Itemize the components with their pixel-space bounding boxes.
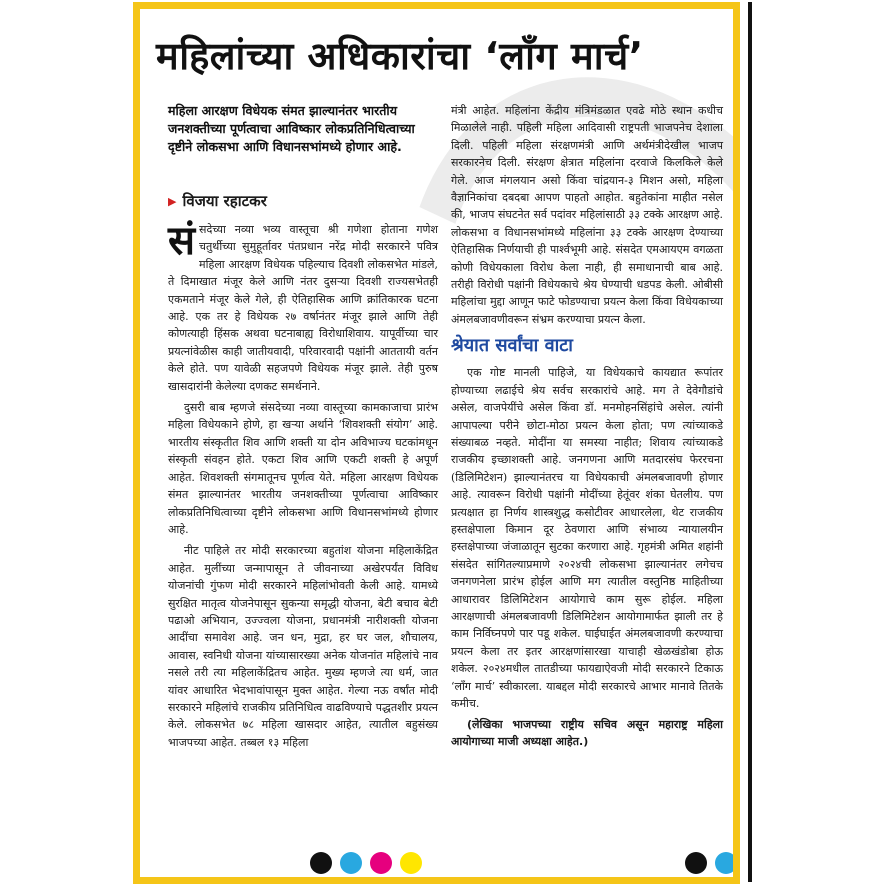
registration-dot-cyan-right (715, 852, 737, 874)
registration-dot-magenta (370, 852, 392, 874)
registration-dot-cyan (340, 852, 362, 874)
right-column (451, 102, 723, 754)
paragraph-2: दुसरी बाब म्हणजे संसदेच्या नव्या वास्तूच्या कामकाजाचा प्रारंभ महिला विधेयकाने होणे, हा खऱ्या अर्थाने ‘शिवशक्ती संयोग’ आहे. भारतीय संस्कृतीत शिव आणि शक्ती या दोन अविभाज्य घटकांमधून संस्कृती संवहन होते. एकटा शिव आणि एकटी शक्ती हे अपूर्ण आहेत. शिवशक्ती संगमातूनच पूर्णत्व येते. महिला आरक्षण विधेयक संमत झाल्यानंतर भारतीय जनशक्तीच्या पूर्णत्वाचा आविष्कार लोकप्रतिनिधित्वाच्या दृष्टीने लोकसभा आणि विधानसभांमध्ये होणार आहे. (168, 401, 438, 536)
paragraph-1 (168, 218, 438, 395)
article-frame (133, 2, 740, 884)
page-edge (748, 2, 752, 882)
registration-dot-yellow (400, 852, 422, 874)
byline (168, 191, 438, 212)
registration-dots-left (310, 852, 422, 874)
paragraph-3: नीट पाहिले तर मोदी सरकारच्या बहुतांश योजना महिलाकेंद्रित आहेत. मुलींच्या जन्मापासून ते जीवनाच्या अखेरपर्यंत विविध योजनांची गुंफण मोदी सरकारने महिलांभोवती केली आहे. यामध्ये सुरक्षित मातृत्व योजनेपासून सुकन्या समृद्धी योजना, बेटी बचाव बेटी पढाओ अभियान, उज्ज्वला योजना, प्रधानमंत्री नारीशक्ती योजना आदींचा समावेश आहे. जन धन, मुद्रा, हर घर जल, शौचालय, आवास, स्वनिधी योजना यांच्यासारख्या अनेक योजनांत महिलांचे नाव नसले तरी त्या महिलाकेंद्रितच आहेत. मुख्य म्हणजे त्या धर्म, जात यांवर आधारित भेदभावांपासून मुक्त आहेत. गेल्या नऊ वर्षांत मोदी सरकारने महिलांचे राजकीय प्रतिनिधित्व वाढविण्याचे पद्धतशीर प्रयत्न केले. लोकसभेत ७८ महिला खासदार आहेत, त्यातील बहुसंख्य भाजपच्या आहेत. तब्बल १३ महिला (168, 544, 438, 749)
article-content (140, 9, 733, 877)
registration-dot-black (310, 852, 332, 874)
paragraph-4: मंत्री आहेत. महिलांना केंद्रीय मंत्रिमंडळात एवढे मोठे स्थान कधीच मिळालेले नाही. पहिली महिला आदिवासी राष्ट्रपती भाजपनेच देशाला दिली. पहिली महिला संरक्षणमंत्री आणि अर्थमंत्रीदेखील भाजप सरकारनेच दिली. संरक्षण क्षेत्रात महिलांना दरवाजे किलकिले केले गेले. आज मंगलयान असो किंवा चांद्रयान-३ मिशन असो, महिला वैज्ञानिकांचा दबदबा आपण पाहतो आहोत. बहुतेकांना माहीत नसेल की, भाजप संघटनेत सर्व पदांवर महिलांसाठी ३३ टक्के आरक्षण आहे. लोकसभा व विधानसभांमध्ये महिलांना ३३ टक्के आरक्षण देण्याच्या ऐतिहासिक निर्णयाची ही पार्श्वभूमी आहे. संसदेत एमआयएम वगळता कोणी विधेयकाला विरोध केला नाही, ही समाधानाची बाब आहे. तरीही विरोधी पक्षांनी विधेयकाचे श्रेय घेण्याची धडपड केली. ओबीसी महिलांचा मुद्दा आणून फाटे फोडण्याचा प्रयत्न केला किंवा विधेयकाच्या अंमलबजावणीवरून संभ्रम करण्याचा प्रयत्न केला. (451, 104, 723, 326)
section-subhead: श्रेयात सर्वांचा वाटा (451, 335, 573, 357)
paragraph-5: एक गोष्ट मानली पाहिजे, या विधेयकाचे कायद्यात रूपांतर होण्याच्या लढाईचे श्रेय सर्वच सरकारांचे आहे. मग ते देवेगौडांचे असेल, वाजपेयींचे असेल किंवा डॉ. मनमोहनसिंहांचे असेल. त्यांनी आपापल्या परीने छोटा-मोठा प्रयत्न केला होता; पण त्यांच्याकडे संख्याबळ नव्हते. मोदींना या समस्या नाहीत; शिवाय त्यांच्याकडे राजकीय इच्छाशक्ती आहे. जनगणना आणि मतदारसंघ फेररचना (डिलिमिटेशन) झाल्यानंतरच या विधेयकाची अंमलबजावणी होणार आहे. त्यावरून विरोधी पक्षांनी मोदींच्या हेतूंवर शंका घेतलीय. पण प्रत्यक्षात हा निर्णय शास्त्रशुद्ध कसोटीवर आधारलेला, थेट राजकीय हस्तक्षेपाला किमान दूर ठेवणारा आणि संभाव्य न्यायालयीन हस्तक्षेपाच्या जंजाळातून सुटका करणारा आहे. गृहमंत्री अमित शहांनी संसदेत सांगितल्याप्रमाणे २०२४ची लोकसभा झाल्यानंतर लगेचच जनगणनेला प्रारंभ होईल आणि मग त्यातील वस्तुनिष्ठ माहितीच्या आधारावर डिलिमिटेशन आयोगाचे काम सुरू होईल. महिला आरक्षणाची अंमलबजावणी डिलिमिटेशन आयोगामार्फत झाली तर हे काम निर्विघ्नपणे पार पडू शकेल. घाईघाईत अंमलबजावणी करण्याचा प्रयत्न केला तर इतर आरक्षणांसारखा याचाही खेळखंडोबा होऊ शकेल. २०२४मधील तातडीच्या फायद्याऐवजी मोदी सरकारने टिकाऊ ‘लाँग मार्च’ स्वीकारला. याबद्दल मोदी सरकारचे आभार मानावे तितके कमीच. (451, 366, 723, 710)
headline: महिलांच्या अधिकारांचा ‘लाँग मार्च’ (156, 34, 644, 78)
paragraph-1-text: सदेच्या नव्या भव्य वास्तूचा श्री गणेशा होताना गणेश चतुर्थीच्या सुमुहूर्तावर पंतप्रधान नरेंद्र मोदी सरकारने पवित्र महिला आरक्षण विधेयक पहिल्याच दिवशी लोकसभेत मांडले, ते दिमाखात मंजूर केले आणि नंतर दुसऱ्या दिवशी राज्यसभेतही एकमताने मंजूर केले गेले, ही ऐतिहासिक आणि क्रांतिकारक घटना आहे. एक तर हे विधेयक २७ वर्षानंतर मंजूर झाले आणि तेही कोणत्याही हिंसक अथवा घटनाबाह्य विरोधाशिवाय. यापूर्वीच्या चार प्रयत्नांवेळीस काही जातीयवादी, परिवारवादी पक्षांनी आततायी वर्तन केले होते. पण यावेळी सहजपणे विधेयक मंजूर झाले. तेही पुरुष खासदारांनी केलेल्या दणकट समर्थनाने. (168, 223, 438, 393)
article-deck: महिला आरक्षण विधेयक संमत झाल्यानंतर भारतीय जनशक्तीच्या पूर्णत्वाचा आविष्कार लोकप्रतिनिधित्वाच्या दृष्टीने लोकसभा आणि विधानसभांमध्ये होणार आहे. (168, 103, 415, 154)
triangle-marker-icon: ▶ (168, 195, 177, 208)
left-column (168, 218, 438, 755)
registration-dot-black-right (685, 852, 707, 874)
dropcap: सं (168, 218, 196, 264)
registration-dots-right (685, 852, 737, 874)
author-footnote: (लेखिका भाजपच्या राष्ट्रीय सचिव असून महाराष्ट्र महिला आयोगाच्या माजी अध्यक्षा आहेत.) (451, 718, 723, 749)
author-name: विजया रहाटकर (182, 192, 267, 210)
